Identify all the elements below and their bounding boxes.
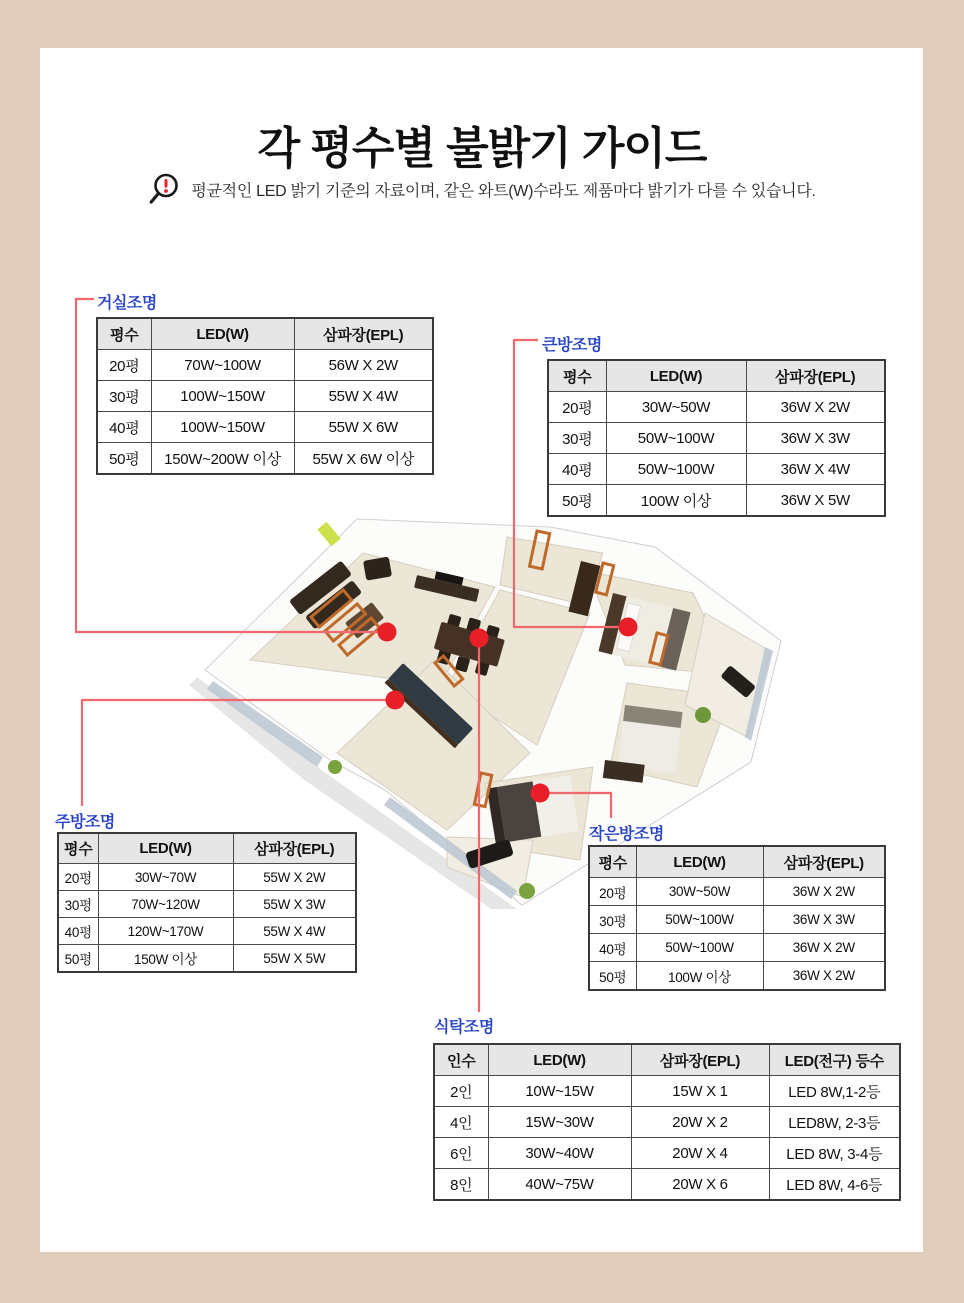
note-text: 평균적인 LED 밝기 기준의 자료이며, 같은 와트(W)수라도 제품마다 밝기가 다를 수 있습니다.: [191, 182, 816, 200]
table-row: [97, 350, 433, 381]
living-room-table: [96, 317, 434, 475]
cell: 55W X 6W: [294, 412, 433, 443]
table-row: [548, 423, 885, 454]
kitchen-table-label: 주방조명: [55, 814, 115, 831]
column-header: 삼파장(EPL): [294, 318, 433, 350]
table-row: [434, 1169, 900, 1201]
cell: 50W~100W: [636, 906, 763, 934]
cell: 15W~30W: [488, 1107, 631, 1138]
column-header: 평수: [97, 318, 151, 350]
big-table-label: 큰방조명: [542, 337, 602, 354]
table-row: [58, 864, 356, 891]
table-row: [58, 918, 356, 945]
table-row: [434, 1076, 900, 1107]
cell: 36W X 2W: [763, 934, 885, 962]
cell: 40평: [97, 412, 151, 443]
cell: 8인: [434, 1169, 488, 1201]
table-header-row: [58, 833, 356, 864]
cell: 40평: [58, 918, 98, 945]
cell: 30W~50W: [636, 878, 763, 906]
dining-table: [433, 1043, 901, 1201]
column-header: LED(W): [606, 360, 746, 392]
cell: 55W X 5W: [233, 945, 356, 973]
table-row: [589, 906, 885, 934]
cell: 120W~170W: [98, 918, 233, 945]
column-header: 삼파장(EPL): [746, 360, 885, 392]
table-header-row: [548, 360, 885, 392]
cell: 20평: [589, 878, 636, 906]
living-table-label: 거실조명: [97, 295, 157, 312]
cell: 30W~50W: [606, 392, 746, 423]
cell: 20평: [58, 864, 98, 891]
table-row: [97, 412, 433, 443]
dining-table-label: 식탁조명: [434, 1019, 494, 1036]
cell: 55W X 3W: [233, 891, 356, 918]
table-row: [548, 454, 885, 485]
cell: 150W~200W 이상: [151, 443, 294, 475]
cell: 150W 이상: [98, 945, 233, 973]
cell: 100W 이상: [606, 485, 746, 517]
table-row: [58, 945, 356, 973]
table-row: [434, 1107, 900, 1138]
cell: 36W X 2W: [763, 962, 885, 991]
table-header-row: [97, 318, 433, 350]
note-row: [0, 172, 964, 206]
column-header: 삼파장(EPL): [763, 846, 885, 878]
cell: 100W 이상: [636, 962, 763, 991]
column-header: LED(W): [151, 318, 294, 350]
small-table-label: 작은방조명: [589, 826, 664, 843]
cell: 4인: [434, 1107, 488, 1138]
table-row: [58, 891, 356, 918]
cell: 36W X 2W: [746, 392, 885, 423]
cell: 20W X 6: [631, 1169, 769, 1201]
cell: 20W X 2: [631, 1107, 769, 1138]
alert-magnifier-icon: [148, 172, 182, 206]
cell: 100W~150W: [151, 381, 294, 412]
column-header: LED(W): [636, 846, 763, 878]
cell: 10W~15W: [488, 1076, 631, 1107]
big-room-table: [547, 359, 886, 517]
cell: LED8W, 2-3등: [769, 1107, 900, 1138]
column-header: LED(W): [488, 1044, 631, 1076]
cell: 30평: [589, 906, 636, 934]
cell: 30평: [97, 381, 151, 412]
cell: 36W X 3W: [763, 906, 885, 934]
table-row: [589, 878, 885, 906]
cell: 20평: [548, 392, 606, 423]
cell: 40평: [548, 454, 606, 485]
kitchen-table: [57, 832, 357, 973]
cell: LED 8W,1-2등: [769, 1076, 900, 1107]
plant-left: [328, 760, 342, 774]
cell: 70W~100W: [151, 350, 294, 381]
column-header: 삼파장(EPL): [631, 1044, 769, 1076]
cell: 15W X 1: [631, 1076, 769, 1107]
plant-bottom: [519, 883, 535, 899]
column-header: LED(전구) 등수: [769, 1044, 900, 1076]
table-row: [548, 485, 885, 517]
cell: 50평: [548, 485, 606, 517]
table-row: [589, 962, 885, 991]
cell: 50평: [97, 443, 151, 475]
column-header: LED(W): [98, 833, 233, 864]
cell: 20평: [97, 350, 151, 381]
column-header: 평수: [548, 360, 606, 392]
plant-right: [695, 707, 711, 723]
table-header-row: [589, 846, 885, 878]
cell: 6인: [434, 1138, 488, 1169]
cell: 70W~120W: [98, 891, 233, 918]
cell: 50평: [58, 945, 98, 973]
table-header-row: [434, 1044, 900, 1076]
cell: 55W X 4W: [294, 381, 433, 412]
cell: 50평: [589, 962, 636, 991]
cell: 50W~100W: [606, 423, 746, 454]
cell: 40평: [589, 934, 636, 962]
table-row: [589, 934, 885, 962]
cell: 30W~70W: [98, 864, 233, 891]
column-header: 평수: [589, 846, 636, 878]
table-row: [434, 1138, 900, 1169]
cell: LED 8W, 4-6등: [769, 1169, 900, 1201]
cell: 30평: [548, 423, 606, 454]
column-header: 평수: [58, 833, 98, 864]
cell: 30W~40W: [488, 1138, 631, 1169]
cell: 55W X 6W 이상: [294, 443, 433, 475]
cell: LED 8W, 3-4등: [769, 1138, 900, 1169]
cell: 50W~100W: [636, 934, 763, 962]
cell: 40W~75W: [488, 1169, 631, 1201]
cell: 36W X 2W: [763, 878, 885, 906]
cell: 36W X 4W: [746, 454, 885, 485]
table-row: [548, 392, 885, 423]
cell: 56W X 2W: [294, 350, 433, 381]
cell: 50W~100W: [606, 454, 746, 485]
table-row: [97, 381, 433, 412]
table-row: [97, 443, 433, 475]
cell: 2인: [434, 1076, 488, 1107]
column-header: 인수: [434, 1044, 488, 1076]
cell: 55W X 4W: [233, 918, 356, 945]
cell: 100W~150W: [151, 412, 294, 443]
small-room-table: [588, 845, 886, 991]
cell: 55W X 2W: [233, 864, 356, 891]
cell: 20W X 4: [631, 1138, 769, 1169]
cell: 30평: [58, 891, 98, 918]
cell: 36W X 5W: [746, 485, 885, 517]
column-header: 삼파장(EPL): [233, 833, 356, 864]
page-title: 각 평수별 불밝기 가이드: [257, 124, 707, 174]
cell: 36W X 3W: [746, 423, 885, 454]
